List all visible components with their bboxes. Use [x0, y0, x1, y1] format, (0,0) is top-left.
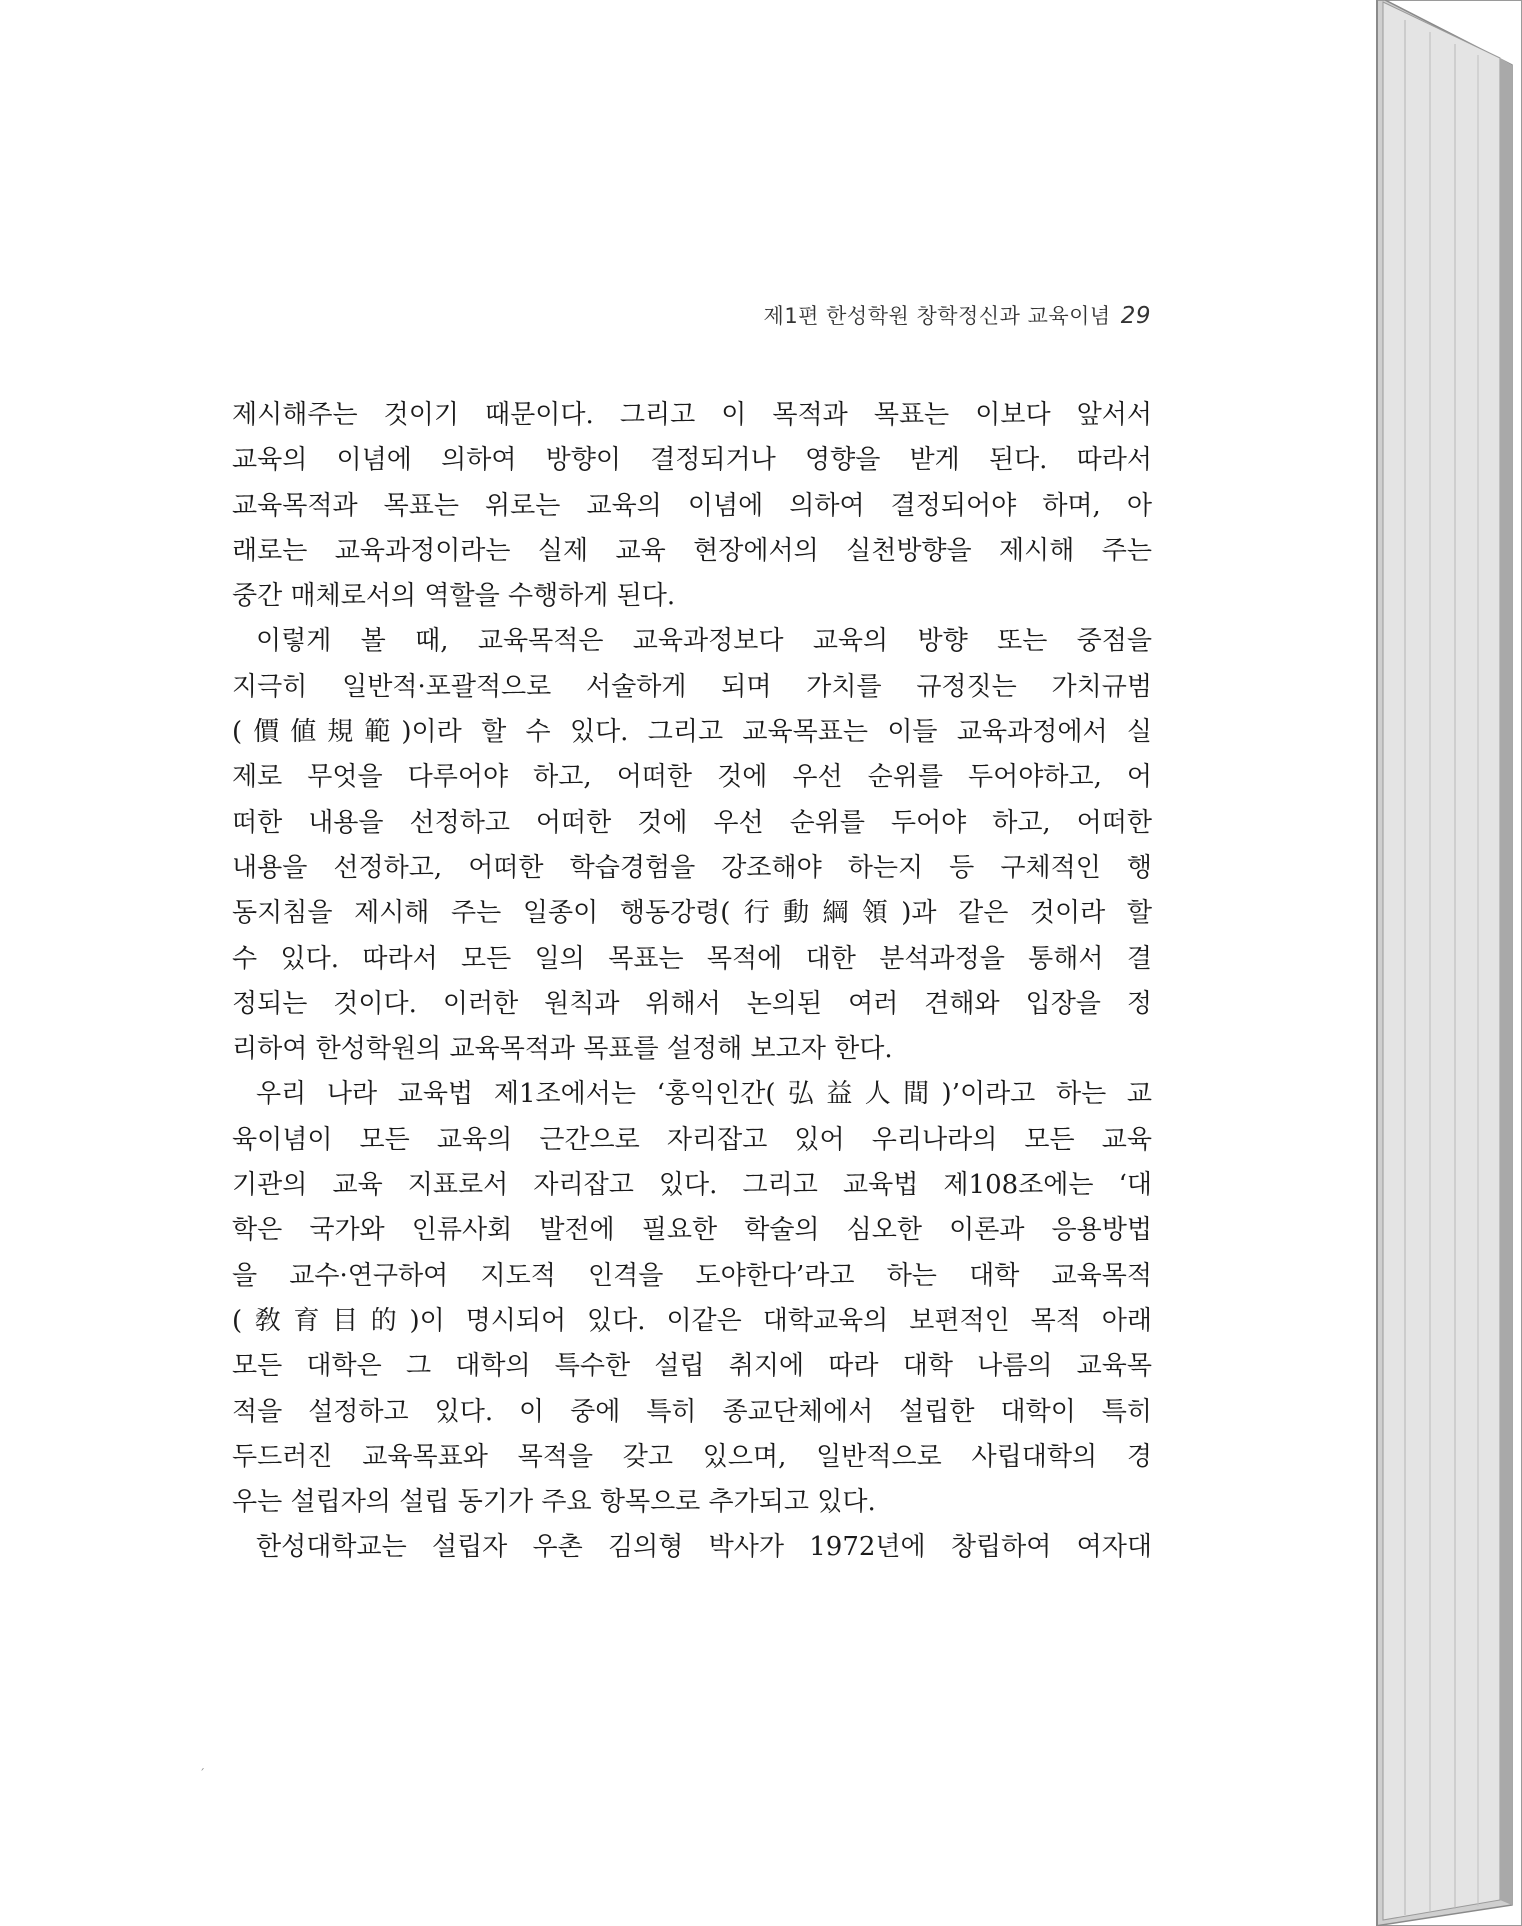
text-line: 우는 설립자의 설립 동기가 주요 항목으로 추가되고 있다.: [232, 1487, 876, 1518]
text-line: 수 있다. 따라서 모든 일의 목표는 목적에 대한 분석과정을 통해서 결: [232, 943, 1152, 974]
text-line: 우리 나라 교육법 제1조에서는 ‘홍익인간(弘益人間)’이라고 하는 교: [256, 1079, 1152, 1110]
text-line: 모든 대학은 그 대학의 특수한 설립 취지에 따라 대학 나름의 교육목: [232, 1351, 1152, 1382]
text-line: 한성대학교는 설립자 우촌 김의형 박사가 1972년에 창립하여 여자대: [256, 1532, 1152, 1563]
text-line: 을 교수·연구하여 지도적 인격을 도야한다’라고 하는 대학 교육목적: [232, 1260, 1152, 1291]
text-line: 적을 설정하고 있다. 이 중에 특히 종교단체에서 설립한 대학이 특히: [232, 1396, 1152, 1427]
text-line: 교육목적과 목표는 위로는 교육의 이념에 의하여 결정되어야 하며, 아: [232, 490, 1152, 521]
text-line: 제로 무엇을 다루어야 하고, 어떠한 것에 우선 순위를 두어야하고, 어: [232, 762, 1152, 793]
text-line: 육이념이 모든 교육의 근간으로 자리잡고 있어 우리나라의 모든 교육: [232, 1124, 1152, 1155]
text-line: 교육의 이념에 의하여 방향이 결정되거나 영향을 받게 된다. 따라서: [232, 445, 1152, 476]
text-line: 지극히 일반적·포괄적으로 서술하게 되며 가치를 규정짓는 가치규범: [232, 671, 1152, 702]
page-number: 29: [1120, 303, 1151, 329]
book-page-edges: [1375, 0, 1522, 1926]
text-line: 내용을 선정하고, 어떠한 학습경험을 강조해야 하는지 등 구체적인 행: [232, 852, 1152, 883]
text-line: 정되는 것이다. 이러한 원칙과 위해서 논의된 여러 견해와 입장을 정: [232, 988, 1152, 1019]
text-line: 두드러진 교육목표와 목적을 갖고 있으며, 일반적으로 사립대학의 경: [232, 1441, 1152, 1472]
text-line: 래로는 교육과정이라는 실제 교육 현장에서의 실천방향을 제시해 주는: [232, 535, 1152, 566]
text-line: 학은 국가와 인류사회 발전에 필요한 학술의 심오한 이론과 응용방법: [232, 1215, 1152, 1246]
text-line: 떠한 내용을 선정하고 어떠한 것에 우선 순위를 두어야 하고, 어떠한: [232, 807, 1152, 838]
text-line: (價値規範)이라 할 수 있다. 그리고 교육목표는 이들 교육과정에서 실: [232, 717, 1152, 748]
body-text: [232, 393, 1152, 1571]
text-line: (敎育目的)이 명시되어 있다. 이같은 대학교육의 보편적인 목적 아래: [232, 1305, 1152, 1336]
text-line: 리하여 한성학원의 교육목적과 목표를 설정해 보고자 한다.: [232, 1034, 893, 1065]
text-line: 제시해주는 것이기 때문이다. 그리고 이 목적과 목표는 이보다 앞서서: [232, 400, 1152, 430]
running-title: 제1편 한성학원 창학정신과 교육이념: [763, 304, 1111, 328]
text-line: 이렇게 볼 때, 교육목적은 교육과정보다 교육의 방향 또는 중점을: [256, 626, 1152, 657]
scan-speck: ˊ: [199, 1767, 205, 1781]
text-line: 중간 매체로서의 역할을 수행하게 된다.: [232, 581, 676, 612]
text-line: 기관의 교육 지표로서 자리잡고 있다. 그리고 교육법 제108조에는 ‘대: [232, 1170, 1152, 1201]
running-header: [0, 300, 1151, 330]
text-line: 동지침을 제시해 주는 일종이 행동강령(行動綱領)과 같은 것이라 할: [232, 898, 1152, 929]
